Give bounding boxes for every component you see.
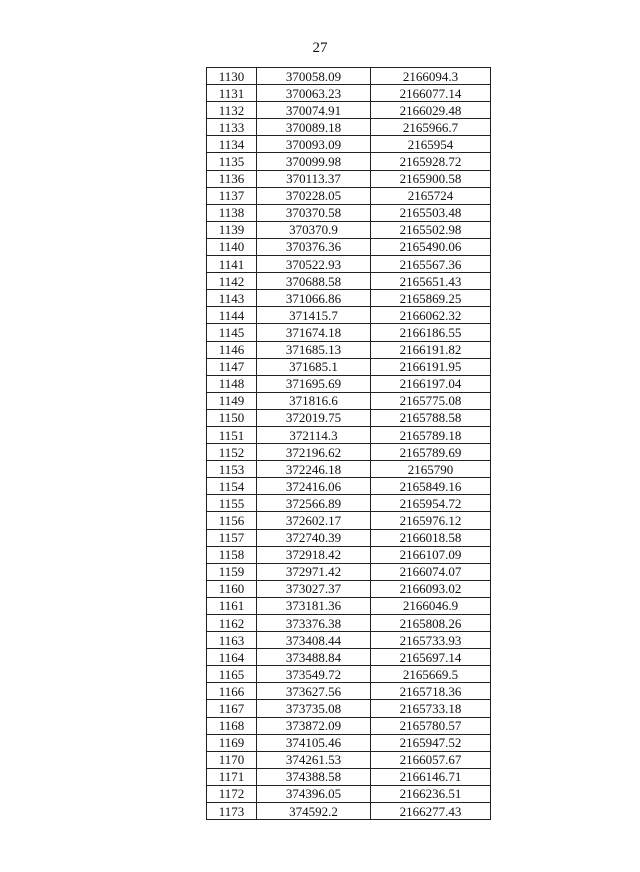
x-coordinate-cell: 372416.06 — [257, 478, 371, 495]
y-coordinate-cell: 2165502.98 — [371, 221, 491, 238]
y-coordinate-cell: 2165954 — [371, 136, 491, 153]
y-coordinate-cell: 2166062.32 — [371, 307, 491, 324]
y-coordinate-cell: 2165869.25 — [371, 290, 491, 307]
x-coordinate-cell: 374396.05 — [257, 785, 371, 802]
table-row — [207, 85, 491, 102]
point-number-cell: 1155 — [207, 495, 257, 512]
point-number-cell: 1146 — [207, 341, 257, 358]
point-number-cell: 1139 — [207, 221, 257, 238]
x-coordinate-cell: 370063.23 — [257, 85, 371, 102]
y-coordinate-cell: 2165503.48 — [371, 204, 491, 221]
x-coordinate-cell: 372918.42 — [257, 546, 371, 563]
y-coordinate-cell: 2165697.14 — [371, 649, 491, 666]
y-coordinate-cell: 2166186.55 — [371, 324, 491, 341]
point-number-cell: 1138 — [207, 204, 257, 221]
x-coordinate-cell: 372740.39 — [257, 529, 371, 546]
point-number-cell: 1149 — [207, 392, 257, 409]
x-coordinate-cell: 370074.91 — [257, 102, 371, 119]
x-coordinate-cell: 370522.93 — [257, 256, 371, 273]
point-number-cell: 1133 — [207, 119, 257, 136]
table-row — [207, 512, 491, 529]
point-number-cell: 1152 — [207, 444, 257, 461]
y-coordinate-cell: 2165976.12 — [371, 512, 491, 529]
table-row — [207, 461, 491, 478]
table-row — [207, 256, 491, 273]
point-number-cell: 1165 — [207, 666, 257, 683]
y-coordinate-cell: 2165947.52 — [371, 734, 491, 751]
table-row — [207, 170, 491, 187]
y-coordinate-cell: 2165789.69 — [371, 444, 491, 461]
point-number-cell: 1169 — [207, 734, 257, 751]
table-row — [207, 221, 491, 238]
point-number-cell: 1167 — [207, 700, 257, 717]
point-number-cell: 1168 — [207, 717, 257, 734]
y-coordinate-cell: 2165788.58 — [371, 409, 491, 426]
x-coordinate-cell: 370093.09 — [257, 136, 371, 153]
y-coordinate-cell: 2166146.71 — [371, 768, 491, 785]
point-number-cell: 1141 — [207, 256, 257, 273]
x-coordinate-cell: 374261.53 — [257, 751, 371, 768]
table-row — [207, 307, 491, 324]
point-number-cell: 1145 — [207, 324, 257, 341]
table-row — [207, 734, 491, 751]
x-coordinate-cell: 372196.62 — [257, 444, 371, 461]
point-number-cell: 1154 — [207, 478, 257, 495]
y-coordinate-cell: 2165966.7 — [371, 119, 491, 136]
y-coordinate-cell: 2166046.9 — [371, 597, 491, 614]
y-coordinate-cell: 2166197.04 — [371, 375, 491, 392]
y-coordinate-cell: 2166074.07 — [371, 563, 491, 580]
y-coordinate-cell: 2165849.16 — [371, 478, 491, 495]
point-number-cell: 1135 — [207, 153, 257, 170]
table-row — [207, 597, 491, 614]
x-coordinate-cell: 370089.18 — [257, 119, 371, 136]
x-coordinate-cell: 372971.42 — [257, 563, 371, 580]
x-coordinate-cell: 374592.2 — [257, 803, 371, 820]
x-coordinate-cell: 373735.08 — [257, 700, 371, 717]
x-coordinate-cell: 373872.09 — [257, 717, 371, 734]
y-coordinate-cell: 2165651.43 — [371, 273, 491, 290]
y-coordinate-cell: 2166094.3 — [371, 68, 491, 85]
x-coordinate-cell: 373376.38 — [257, 615, 371, 632]
x-coordinate-cell: 374388.58 — [257, 768, 371, 785]
point-number-cell: 1162 — [207, 615, 257, 632]
y-coordinate-cell: 2165733.18 — [371, 700, 491, 717]
x-coordinate-cell: 371066.86 — [257, 290, 371, 307]
table-row — [207, 751, 491, 768]
y-coordinate-cell: 2166277.43 — [371, 803, 491, 820]
table-row — [207, 683, 491, 700]
y-coordinate-cell: 2166191.95 — [371, 358, 491, 375]
point-number-cell: 1144 — [207, 307, 257, 324]
x-coordinate-cell: 373181.36 — [257, 597, 371, 614]
y-coordinate-cell: 2165669.5 — [371, 666, 491, 683]
point-number-cell: 1163 — [207, 632, 257, 649]
point-number-cell: 1157 — [207, 529, 257, 546]
table-row — [207, 136, 491, 153]
table-row — [207, 68, 491, 85]
point-number-cell: 1150 — [207, 409, 257, 426]
table-row — [207, 615, 491, 632]
x-coordinate-cell: 373627.56 — [257, 683, 371, 700]
table-row — [207, 580, 491, 597]
point-number-cell: 1159 — [207, 563, 257, 580]
point-number-cell: 1137 — [207, 187, 257, 204]
x-coordinate-cell: 371816.6 — [257, 392, 371, 409]
point-number-cell: 1171 — [207, 768, 257, 785]
x-coordinate-cell: 370113.37 — [257, 170, 371, 187]
point-number-cell: 1134 — [207, 136, 257, 153]
y-coordinate-cell: 2165928.72 — [371, 153, 491, 170]
y-coordinate-cell: 2166077.14 — [371, 85, 491, 102]
table-row — [207, 649, 491, 666]
point-number-cell: 1158 — [207, 546, 257, 563]
point-number-cell: 1148 — [207, 375, 257, 392]
x-coordinate-cell: 372602.17 — [257, 512, 371, 529]
table-row — [207, 803, 491, 820]
x-coordinate-cell: 374105.46 — [257, 734, 371, 751]
table-row — [207, 785, 491, 802]
x-coordinate-cell: 370370.58 — [257, 204, 371, 221]
y-coordinate-cell: 2165718.36 — [371, 683, 491, 700]
point-number-cell: 1170 — [207, 751, 257, 768]
y-coordinate-cell: 2165567.36 — [371, 256, 491, 273]
x-coordinate-cell: 371695.69 — [257, 375, 371, 392]
y-coordinate-cell: 2165780.57 — [371, 717, 491, 734]
table-row — [207, 768, 491, 785]
y-coordinate-cell: 2165775.08 — [371, 392, 491, 409]
table-row — [207, 666, 491, 683]
y-coordinate-cell: 2165733.93 — [371, 632, 491, 649]
coordinates-table-body — [207, 68, 491, 820]
x-coordinate-cell: 373549.72 — [257, 666, 371, 683]
table-row — [207, 290, 491, 307]
point-number-cell: 1164 — [207, 649, 257, 666]
x-coordinate-cell: 371685.13 — [257, 341, 371, 358]
x-coordinate-cell: 370099.98 — [257, 153, 371, 170]
table-row — [207, 444, 491, 461]
table-row — [207, 700, 491, 717]
table-row — [207, 204, 491, 221]
table-row — [207, 426, 491, 443]
table-row — [207, 238, 491, 255]
y-coordinate-cell: 2165900.58 — [371, 170, 491, 187]
table-row — [207, 324, 491, 341]
table-row — [207, 478, 491, 495]
table-row — [207, 273, 491, 290]
table-row — [207, 632, 491, 649]
x-coordinate-cell: 371685.1 — [257, 358, 371, 375]
y-coordinate-cell: 2166107.09 — [371, 546, 491, 563]
page-number: 27 — [312, 40, 328, 56]
point-number-cell: 1131 — [207, 85, 257, 102]
point-number-cell: 1160 — [207, 580, 257, 597]
point-number-cell: 1153 — [207, 461, 257, 478]
point-number-cell: 1140 — [207, 238, 257, 255]
point-number-cell: 1172 — [207, 785, 257, 802]
x-coordinate-cell: 373027.37 — [257, 580, 371, 597]
x-coordinate-cell: 372246.18 — [257, 461, 371, 478]
point-number-cell: 1161 — [207, 597, 257, 614]
x-coordinate-cell: 372566.89 — [257, 495, 371, 512]
y-coordinate-cell: 2166191.82 — [371, 341, 491, 358]
table-row — [207, 187, 491, 204]
y-coordinate-cell: 2165490.06 — [371, 238, 491, 255]
x-coordinate-cell: 372114.3 — [257, 426, 371, 443]
y-coordinate-cell: 2166236.51 — [371, 785, 491, 802]
table-row — [207, 358, 491, 375]
y-coordinate-cell: 2165724 — [371, 187, 491, 204]
y-coordinate-cell: 2165808.26 — [371, 615, 491, 632]
point-number-cell: 1151 — [207, 426, 257, 443]
x-coordinate-cell: 372019.75 — [257, 409, 371, 426]
x-coordinate-cell: 370058.09 — [257, 68, 371, 85]
y-coordinate-cell: 2166057.67 — [371, 751, 491, 768]
y-coordinate-cell: 2166018.58 — [371, 529, 491, 546]
table-row — [207, 119, 491, 136]
point-number-cell: 1130 — [207, 68, 257, 85]
point-number-cell: 1132 — [207, 102, 257, 119]
table-row — [207, 495, 491, 512]
y-coordinate-cell: 2166029.48 — [371, 102, 491, 119]
x-coordinate-cell: 370370.9 — [257, 221, 371, 238]
point-number-cell: 1173 — [207, 803, 257, 820]
x-coordinate-cell: 373408.44 — [257, 632, 371, 649]
table-row — [207, 102, 491, 119]
x-coordinate-cell: 370376.36 — [257, 238, 371, 255]
point-number-cell: 1166 — [207, 683, 257, 700]
point-number-cell: 1136 — [207, 170, 257, 187]
table-row — [207, 409, 491, 426]
point-number-cell: 1147 — [207, 358, 257, 375]
x-coordinate-cell: 370228.05 — [257, 187, 371, 204]
table-row — [207, 529, 491, 546]
y-coordinate-cell: 2165790 — [371, 461, 491, 478]
table-row — [207, 717, 491, 734]
y-coordinate-cell: 2165954.72 — [371, 495, 491, 512]
y-coordinate-cell: 2165789.18 — [371, 426, 491, 443]
table-row — [207, 153, 491, 170]
table-row — [207, 563, 491, 580]
point-number-cell: 1143 — [207, 290, 257, 307]
table-row — [207, 392, 491, 409]
x-coordinate-cell: 373488.84 — [257, 649, 371, 666]
table-row — [207, 375, 491, 392]
point-number-cell: 1156 — [207, 512, 257, 529]
coordinates-table — [206, 67, 491, 820]
x-coordinate-cell: 371674.18 — [257, 324, 371, 341]
table-row — [207, 341, 491, 358]
point-number-cell: 1142 — [207, 273, 257, 290]
table-row — [207, 546, 491, 563]
y-coordinate-cell: 2166093.02 — [371, 580, 491, 597]
x-coordinate-cell: 370688.58 — [257, 273, 371, 290]
x-coordinate-cell: 371415.7 — [257, 307, 371, 324]
